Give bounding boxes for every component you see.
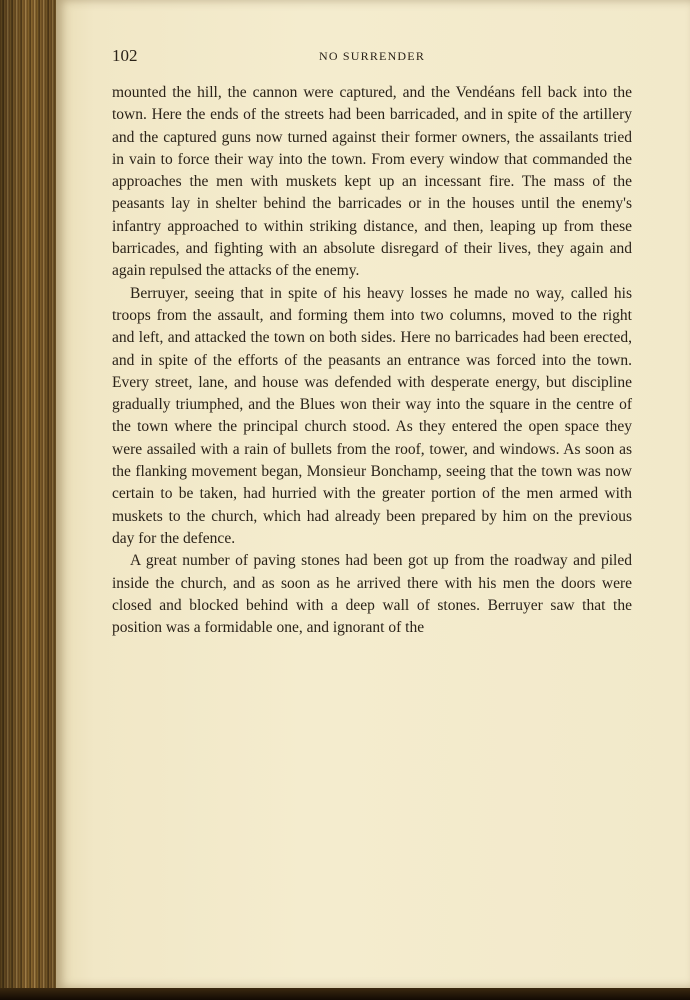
paragraph-2: Berruyer, seeing that in spite of his heavy losses he made no way, called his troops from the assault, and forming them into two columns, moved to the right and left, and attacked the town on both sides. Here no barricades had been erected, and in spite of the efforts of the peasants an entrance was forced into the town. Every street, lane, and house was defended with desperate energy, but discipline gradually triumphed, and the Blues won their way into the square in the centre of the town where the principal church stood. As they entered the open space they were assailed with a rain of bullets from the roof, tower, and windows. As soon as the flanking movement began, Monsieur Bonchamp, seeing that the town was now certain to be taken, had hurried with the greater portion of the men armed with muskets to the church, which had already been prepared by him on the previous day for the defence. bbox=[112, 284, 632, 547]
spine-shadow bbox=[0, 0, 60, 1000]
paragraph-3: A great number of paving stones had been got up from the roadway and piled inside the church, and as soon as he arrived there with his men the doors were closed and blocked behind with a deep wall of stones. Berruyer saw that the position was a formidable one, and ignorant of the bbox=[112, 552, 632, 637]
paragraph-1: mounted the hill, the cannon were captured, and the Vendéans fell back into the town. Here the ends of the streets had been barricaded, and in spite of the artillery and the captured guns now turned against their former owners, the assailants tried in vain to force their way into the town. From every window that commanded the approaches the men with muskets kept up an incessant fire. The mass of the peasants lay in shelter behind the barricades or in the houses until the enemy's infantry approached to within striking distance, and then, leaping up from these barricades, and fighting with an absolute disregard of their lives, they again and again repulsed the attacks of the enemy. bbox=[112, 84, 632, 280]
running-head: NO SURRENDER bbox=[318, 49, 426, 63]
page-bottom-edge bbox=[0, 988, 690, 1000]
body-text bbox=[112, 82, 632, 639]
page-header bbox=[112, 46, 632, 70]
page-number: 102 bbox=[112, 46, 138, 65]
